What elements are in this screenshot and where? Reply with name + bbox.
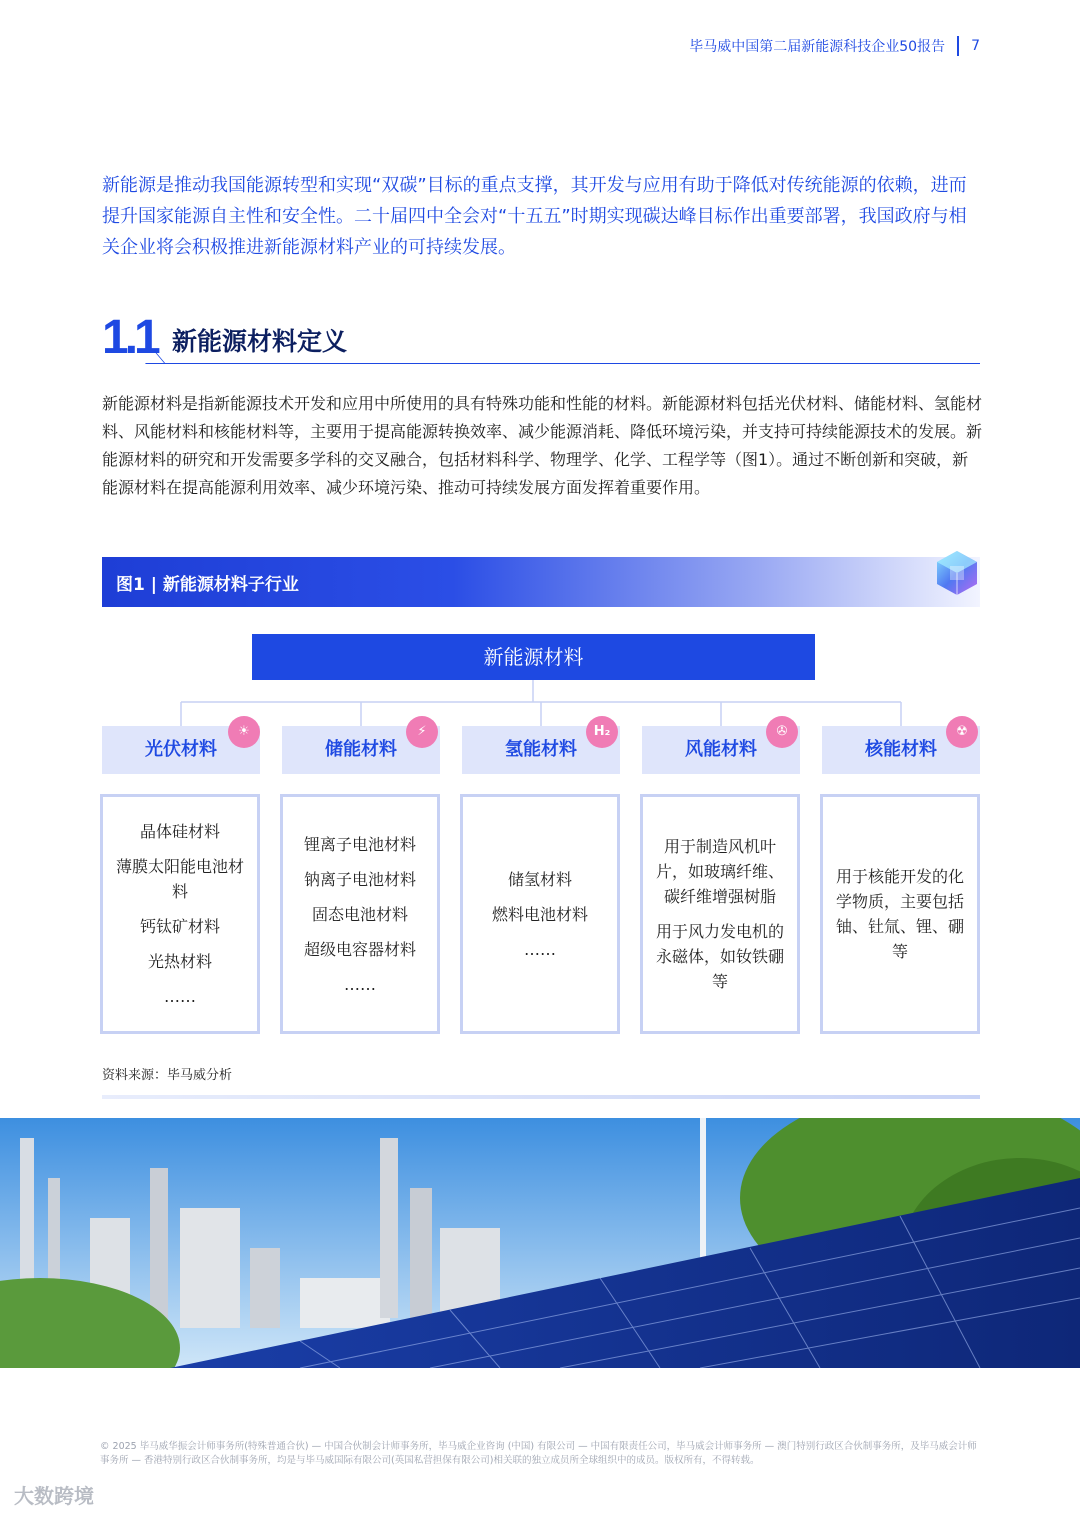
list-item: 用于制造风机叶片，如玻璃纤维、碳纤维增强树脂	[655, 837, 784, 906]
list-item: 储氢材料	[507, 869, 572, 889]
category-wind: 风能材料	[642, 726, 800, 774]
hydrogen-icon: H₂	[586, 716, 618, 748]
header-divider	[957, 36, 959, 56]
card-wind	[640, 794, 800, 1034]
list-item: 光热材料	[147, 952, 212, 971]
list-item: ……	[524, 939, 556, 959]
figure-source: 资料来源：毕马威分析	[102, 1068, 233, 1083]
page-header	[689, 36, 980, 56]
body-paragraph: 新能源材料是指新能源技术开发和应用中所使用的具有特殊功能和性能的材料。新能源材料包括光伏材料、储能材料、氢能材料、风能材料和核能材料等，主要用于提高能源转换效率、减少能源消耗、降低环境污染，并支持可持续能源技术的发展。新能源材料的研究和开发需要多学科的交叉融合，包括材料科学、物理学、化学、工程学等（图1）。通过不断创新和突破，新能源材料在提高能源利用效率、减少环境污染、推动可持续发展方面发挥着重要作用。	[102, 394, 983, 497]
root-node: 新能源材料	[252, 634, 815, 680]
intro-paragraph: 新能源是推动我国能源转型和实现“双碳”目标的重点支撑，其开发与应用有助于降低对传统能源的依赖，进而提升国家能源自主性和安全性。二十届四中全会对“十五五”时期实现碳达峰目标作出重要部署，我国政府与相关企业将会积极推进新能源材料产业的可持续发展。	[102, 175, 967, 258]
solar-panel-icon: ☀	[228, 716, 260, 748]
nuclear-icon: ☢	[946, 716, 978, 748]
category-photovoltaic: 光伏材料	[102, 726, 260, 774]
card-photovoltaic	[100, 794, 260, 1034]
list-item: ……	[164, 987, 196, 1006]
figure-title-bar	[102, 557, 980, 607]
section-rule	[158, 363, 980, 364]
card-nuclear	[820, 794, 980, 1034]
copyright-footer: © 2025 毕马威华振会计师事务所(特殊普通合伙) — 中国合伙制会计师事务所，毕马威企业咨询 (中国) 有限公司 — 中国有限责任公司，毕马威会计师事务所 — 澳门特别行政区合伙制事务所，及毕马威会计师事务所 — 香港特别行政区合伙制事务所，均是与毕马威国际有限公司(英国私营担保有限公司)相关联的独立成员所全球组织中的成员。版权所有，不得转载。	[100, 1441, 977, 1466]
list-item: 用于核能开发的化学物质，主要包括铀、钍氚、锂、硼等	[835, 867, 964, 961]
card-hydrogen	[460, 794, 620, 1034]
cube-icon	[932, 548, 982, 598]
section-heading	[102, 312, 980, 364]
list-item: 钠离子电池材料	[303, 869, 416, 889]
card-energy-storage	[280, 794, 440, 1034]
section-number: 1.1	[102, 311, 157, 364]
industry-solar-photo	[0, 1118, 1080, 1368]
category-nuclear: 核能材料	[822, 726, 980, 774]
battery-icon: ⚡	[406, 716, 438, 748]
wind-turbine-icon: ✇	[766, 716, 798, 748]
list-item: 薄膜太阳能电池材料	[115, 857, 244, 901]
list-item: 晶体硅材料	[139, 822, 220, 841]
list-item: 钙钛矿材料	[139, 917, 220, 936]
list-item: ……	[344, 974, 376, 994]
category-hydrogen: 氢能材料	[462, 726, 620, 774]
category-energy-storage: 储能材料	[282, 726, 440, 774]
source-rule	[102, 1095, 980, 1099]
list-item: 用于风力发电机的永磁体，如钕铁硼等	[655, 922, 784, 991]
list-item: 锂离子电池材料	[303, 834, 416, 854]
figure-title: 图1 | 新能源材料子行业	[116, 575, 299, 595]
list-item: 超级电容器材料	[303, 939, 416, 959]
page-number: 7	[971, 38, 980, 54]
list-item: 固态电池材料	[311, 904, 408, 924]
report-title: 毕马威中国第二届新能源科技企业50报告	[689, 39, 946, 55]
watermark: 大数跨境	[14, 1484, 94, 1508]
section-title: 新能源材料定义	[172, 327, 348, 356]
list-item: 燃料电池材料	[491, 904, 588, 924]
